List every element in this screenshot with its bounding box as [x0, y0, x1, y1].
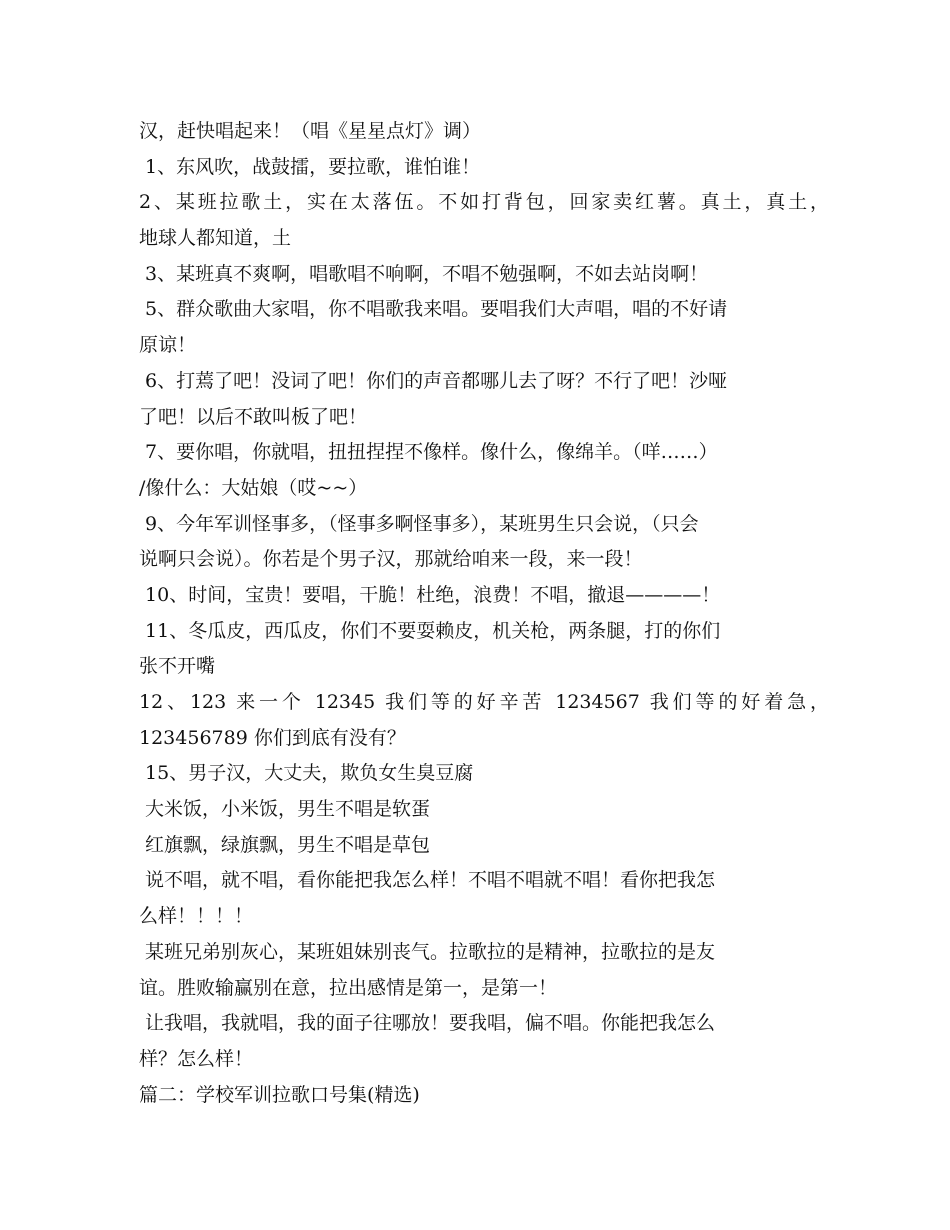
text-line: 1、东风吹，战鼓擂，要拉歌，谁怕谁！ [139, 155, 481, 178]
text-line: 5、群众歌曲大家唱，你不唱歌我来唱。要唱我们大声唱，唱的不好请 [139, 298, 728, 321]
text-line: 么样！！！！ [139, 905, 254, 928]
text-line: 汉，赶快唱起来！（唱《星星点灯》调） [139, 120, 482, 142]
text-line: 了吧！以后不敢叫板了吧！ [139, 405, 368, 428]
text-line: 说不唱，就不唱，看你能把我怎么样！不唱不唱就不唱！看你把我怎 [139, 869, 716, 892]
text-line: 大米饭，小米饭，男生不唱是软蛋 [139, 798, 431, 821]
text-line: 15、男子汉，大丈夫，欺负女生臭豆腐 [139, 762, 474, 785]
text-line: /像什么：大姑娘（哎~~） [139, 476, 368, 499]
text-line: 说啊只会说）。你若是个男子汉，那就给咱来一段，来一段！ [139, 548, 643, 571]
text-line: 原谅！ [139, 334, 197, 357]
text-line: 地球人都知道，土 [139, 227, 292, 250]
text-line: 样？怎么样！ [139, 1047, 254, 1070]
text-line: 谊。胜败输赢别在意，拉出感情是第一，是第一！ [139, 976, 558, 999]
document-body [139, 114, 829, 1113]
text-line: 红旗飘，绿旗飘，男生不唱是草包 [139, 833, 431, 856]
text-line: 9、今年军训怪事多，（怪事多啊怪事多），某班男生只会说，（只会 [139, 512, 699, 535]
text-line: 让我唱，我就唱，我的面子往哪放！要我唱，偏不唱。你能把我怎么 [139, 1012, 716, 1035]
text-line: 3、某班真不爽啊，唱歌唱不响啊，不唱不勉强啊，不如去站岗啊！ [139, 262, 709, 285]
text-line: 6、打蔫了吧！没词了吧！你们的声音都哪儿去了呀？不行了吧！沙哑 [139, 369, 728, 392]
text-line: 2、某班拉歌土，实在太落伍。不如打背包，回家卖红薯。真土，真土， [139, 191, 829, 214]
text-line: 11、冬瓜皮，西瓜皮，你们不要耍赖皮，机关枪，两条腿，打的你们 [139, 619, 721, 642]
section-heading: 篇二：学校军训拉歌口号集(精选) [139, 1083, 420, 1106]
text-line: 123456789 你们到底有没有？ [139, 726, 406, 749]
text-line: 12、123 来一个 12345 我们等的好辛苦 1234567 我们等的好着急， [139, 691, 829, 713]
text-line: 张不开嘴 [139, 655, 216, 678]
text-line: 10、时间，宝贵！要唱，干脆！杜绝，浪费！不唱，撤退————！ [139, 583, 721, 606]
text-line: 某班兄弟别灰心，某班姐妹别丧气。拉歌拉的是精神，拉歌拉的是友 [139, 940, 716, 963]
text-line: 7、要你唱，你就唱，扭扭捏捏不像样。像什么，像绵羊。（咩……） [139, 441, 718, 464]
